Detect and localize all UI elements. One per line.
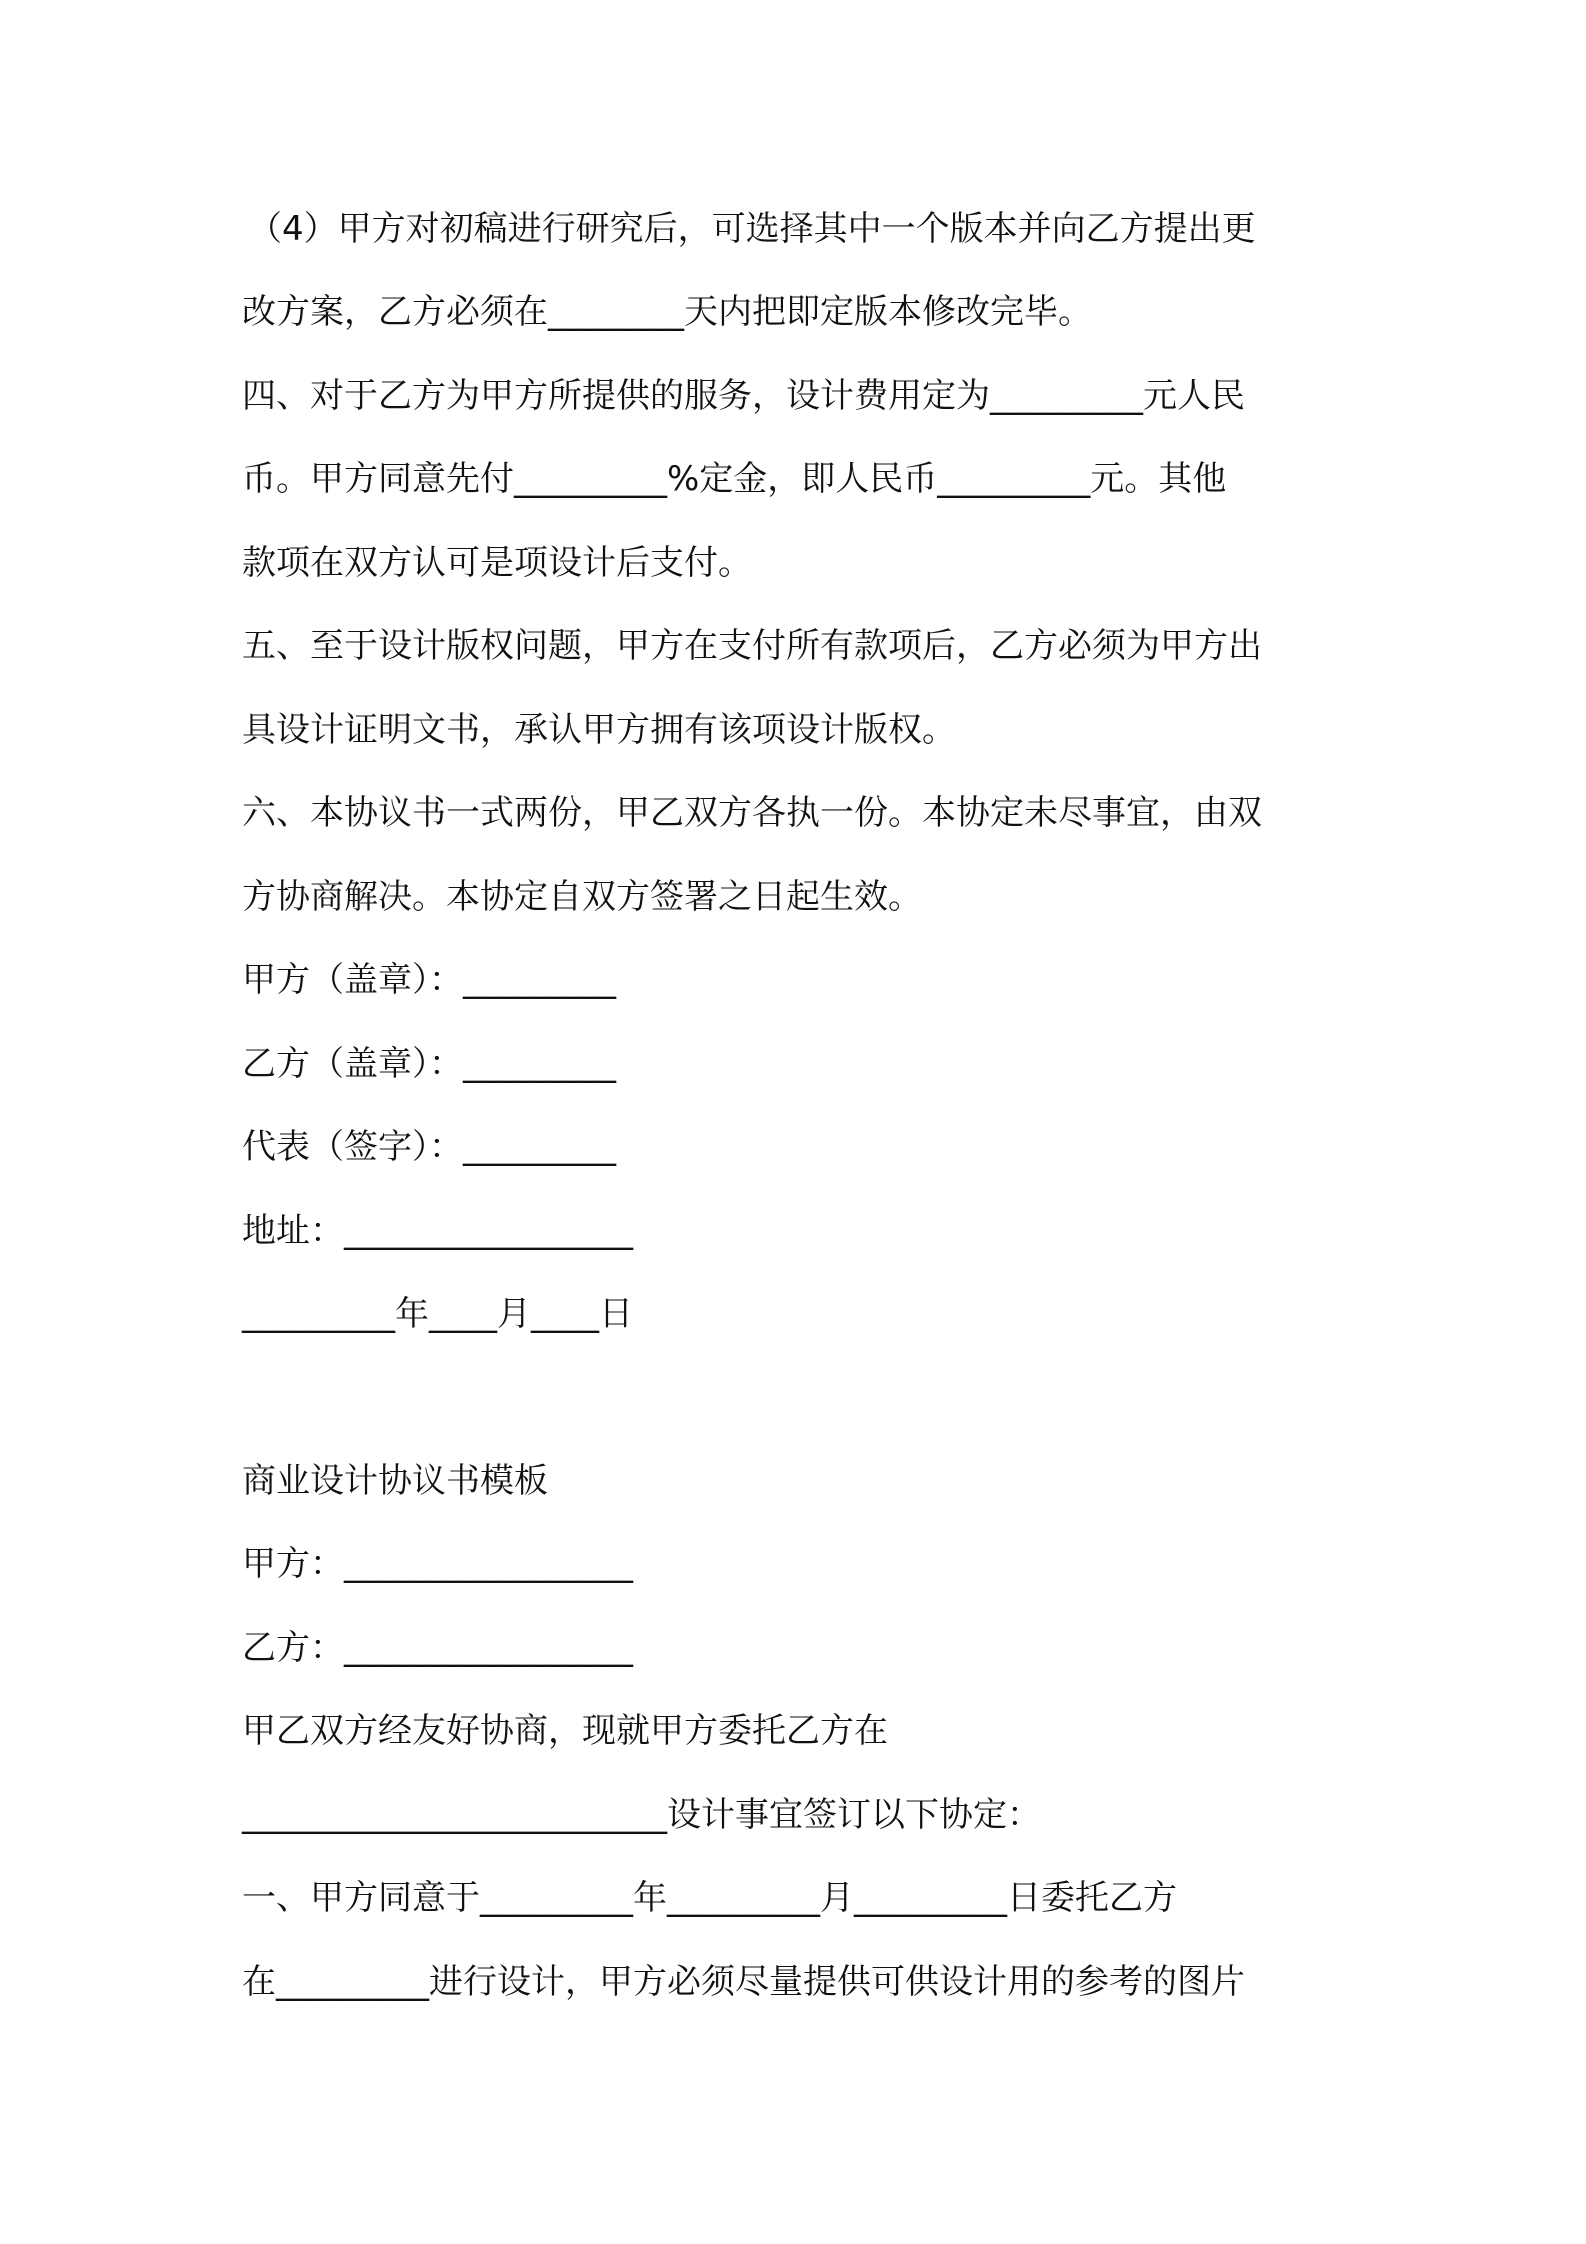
paragraph-line: 具设计证明文书，承认甲方拥有该项设计版权。	[242, 710, 956, 750]
paragraph-line: 币。甲方同意先付_________%定金，即人民币_________元。其他	[242, 459, 1227, 499]
paragraph-line: 一、甲方同意于_________年_________月_________日委托乙方	[242, 1878, 1177, 1918]
paragraph-line: 四、对于乙方为甲方所提供的服务，设计费用定为_________元人民	[242, 376, 1245, 416]
party-a-seal-line: 甲方（盖章）：_________	[242, 960, 616, 1000]
paragraph-line: 款项在双方认可是项设计后支付。	[242, 543, 752, 583]
paragraph-line: 改方案，乙方必须在________天内把即定版本修改完毕。	[242, 292, 1092, 332]
party-a-line: 甲方：_________________	[242, 1544, 633, 1584]
paragraph-line: 方协商解决。本协定自双方签署之日起生效。	[242, 877, 922, 917]
address-line: 地址：_________________	[242, 1211, 633, 1251]
paragraph-line: （4）甲方对初稿进行研究后，可选择其中一个版本并向乙方提出更	[248, 209, 1256, 249]
paragraph-line: 甲乙双方经友好协商，现就甲方委托乙方在	[242, 1711, 888, 1751]
party-b-line: 乙方：_________________	[242, 1628, 633, 1668]
party-b-seal-line: 乙方（盖章）：_________	[242, 1044, 616, 1084]
paragraph-line: _________________________设计事宜签订以下协定：	[242, 1795, 1041, 1835]
paragraph-line: 五、至于设计版权问题，甲方在支付所有款项后，乙方必须为甲方出	[242, 626, 1262, 666]
section-title: 商业设计协议书模板	[242, 1461, 548, 1501]
paragraph-line: 在_________进行设计，甲方必须尽量提供可供设计用的参考的图片	[242, 1962, 1245, 2002]
paragraph-line: 六、本协议书一式两份，甲乙双方各执一份。本协定未尽事宜，由双	[242, 793, 1262, 833]
date-line: _________年____月____日	[242, 1294, 633, 1334]
representative-signature-line: 代表（签字）：_________	[242, 1127, 616, 1167]
